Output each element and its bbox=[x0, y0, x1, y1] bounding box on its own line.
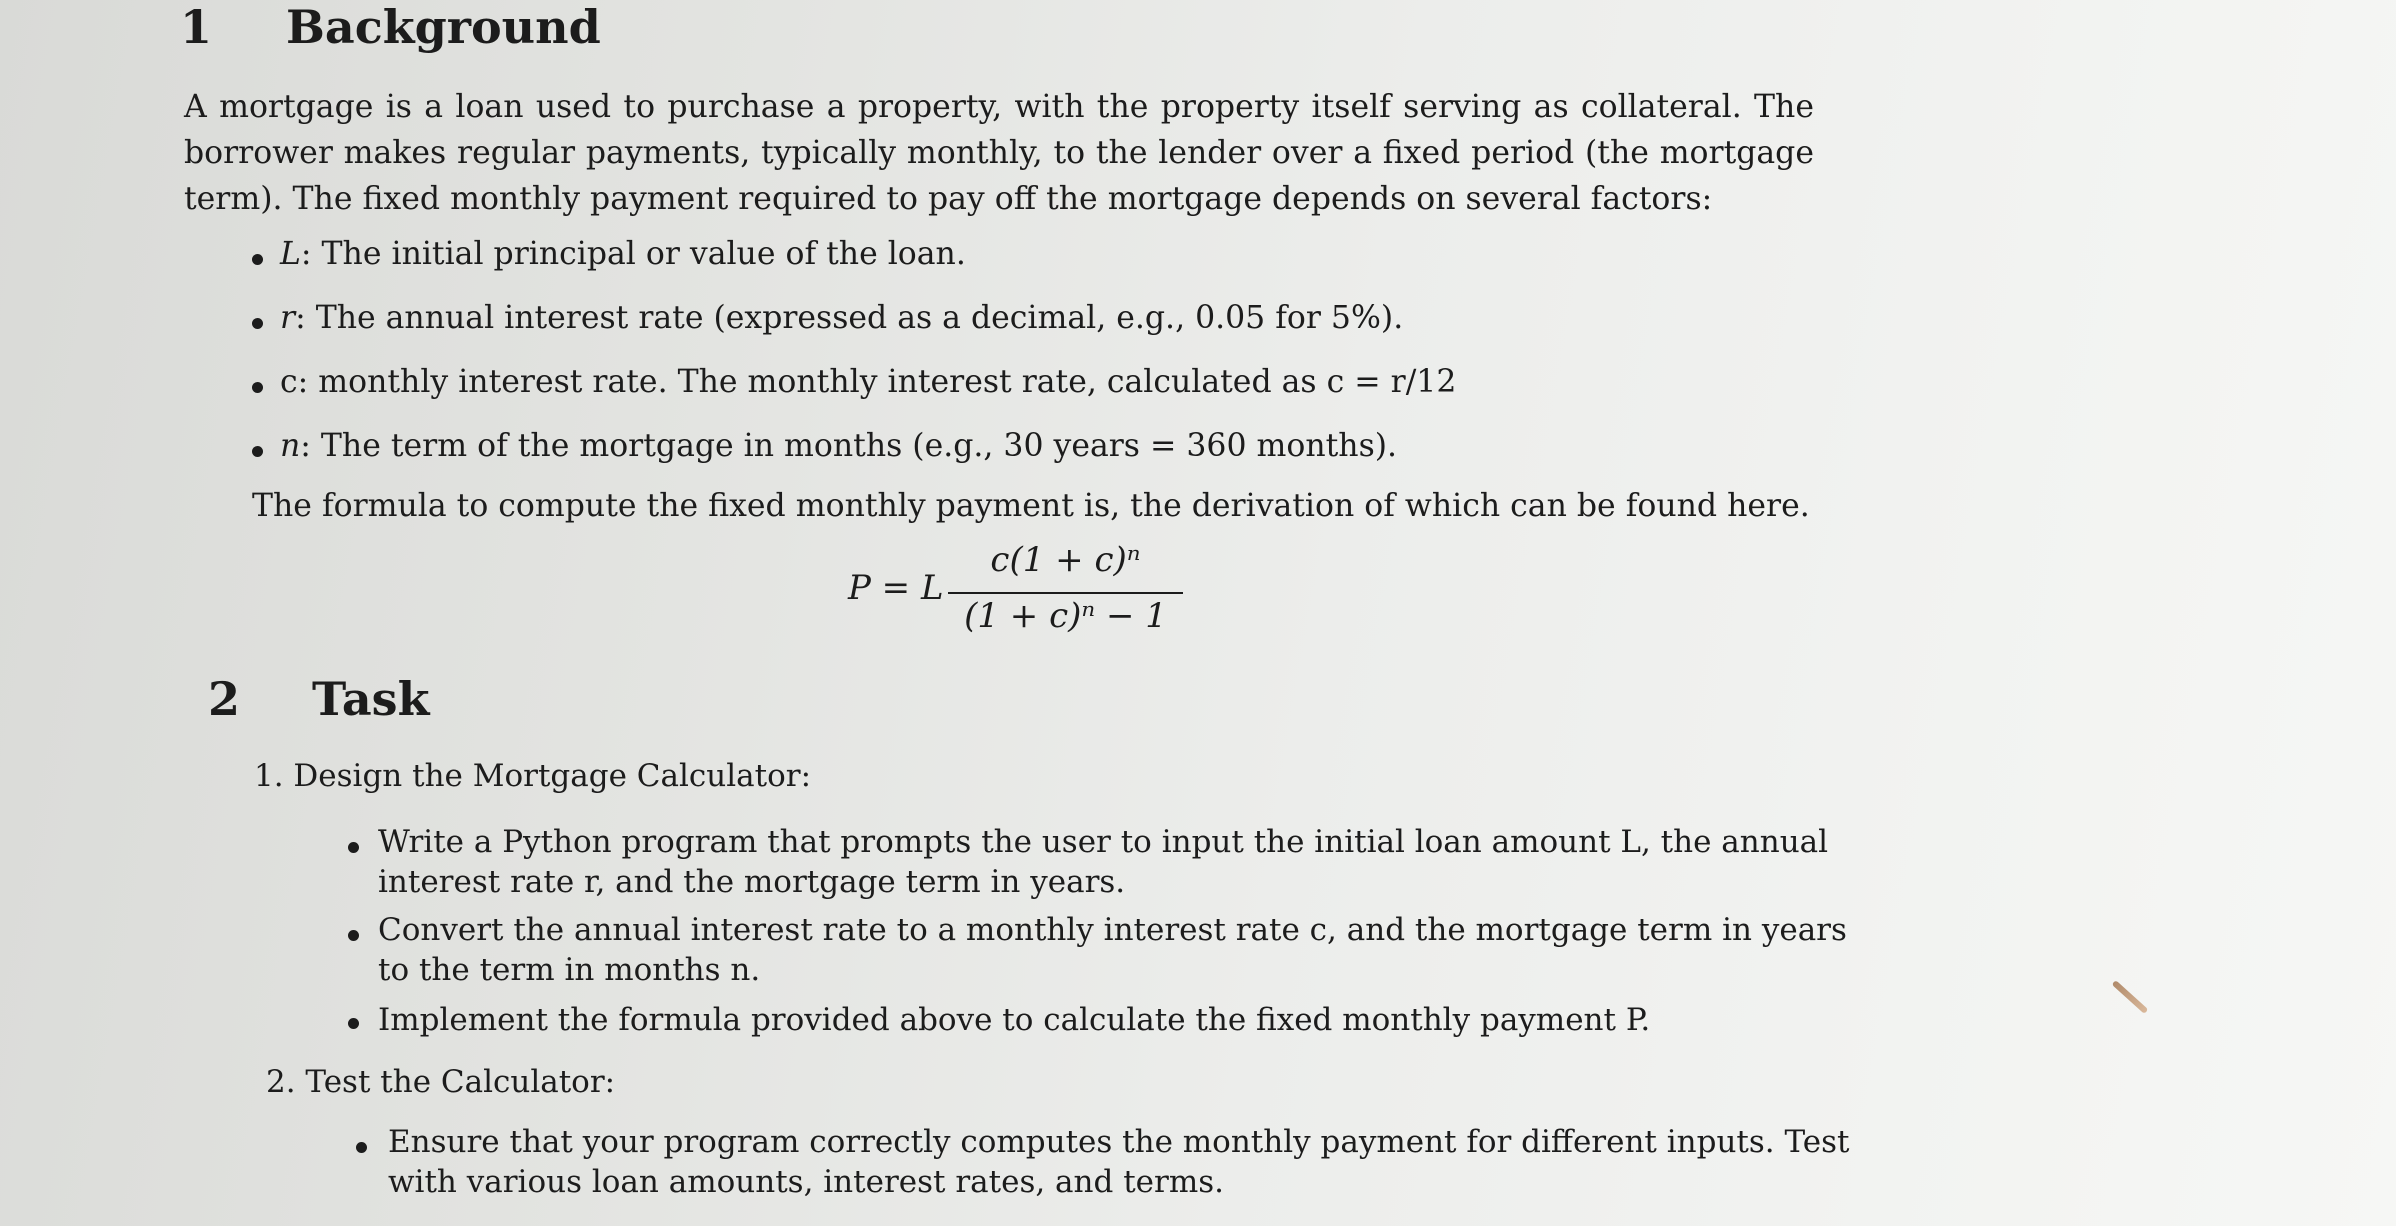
subitem-line: to the term in months n. bbox=[378, 952, 761, 988]
bullet-dot bbox=[348, 1018, 359, 1029]
subitem-line: Ensure that your program correctly computes the monthly payment for different inputs. Test bbox=[388, 1124, 1850, 1160]
formula-denominator: (1 + c)ⁿ − 1 bbox=[964, 596, 1167, 636]
intro-line: borrower makes regular payments, typically monthly, to the lender over a fixed period (the mortgage bbox=[184, 135, 1814, 171]
section-title: Background bbox=[286, 0, 601, 54]
factor-text: : monthly interest rate. The monthly interest rate, calculated as c = r/12 bbox=[297, 364, 1457, 400]
task-subitem bbox=[388, 1122, 1849, 1202]
fraction-bar bbox=[948, 592, 1183, 594]
task-item: 2. Test the Calculator: bbox=[266, 1064, 616, 1100]
task-subitem bbox=[378, 910, 1847, 990]
factor-item bbox=[280, 364, 1456, 400]
factor-text: : The term of the mortgage in months (e.g., 30 years = 360 months). bbox=[300, 428, 1398, 464]
task-subitem bbox=[378, 1000, 1650, 1040]
bullet-dot bbox=[348, 930, 359, 941]
pen-tip-mark bbox=[2112, 980, 2149, 1014]
bullet-dot bbox=[348, 842, 359, 853]
intro-line: A mortgage is a loan used to purchase a property, with the property itself serving as collateral. The bbox=[184, 89, 1814, 125]
formula-lhs: P = L bbox=[848, 568, 944, 608]
factor-text: : The initial principal or value of the loan. bbox=[300, 236, 966, 272]
subitem-line: with various loan amounts, interest rates, and terms. bbox=[388, 1164, 1224, 1200]
bullet-dot bbox=[252, 254, 263, 265]
section-heading-task bbox=[208, 672, 429, 726]
factor-symbol: L bbox=[280, 236, 301, 272]
bullet-dot bbox=[252, 446, 263, 457]
factor-symbol: c bbox=[280, 364, 298, 400]
task-subitem bbox=[378, 822, 1828, 902]
factor-symbol: r bbox=[280, 300, 296, 336]
subitem-line: interest rate r, and the mortgage term in years. bbox=[378, 864, 1126, 900]
section-heading-background bbox=[180, 0, 601, 54]
section-title: Task bbox=[312, 672, 430, 726]
factor-text: : The annual interest rate (expressed as a decimal, e.g., 0.05 for 5%). bbox=[295, 300, 1404, 336]
task-item: 1. Design the Mortgage Calculator: bbox=[254, 758, 812, 794]
section-number: 1 bbox=[180, 0, 213, 54]
bullet-dot bbox=[252, 318, 263, 329]
bullet-dot bbox=[252, 382, 263, 393]
formula-numerator: c(1 + c)ⁿ bbox=[990, 540, 1141, 580]
subitem-line: Convert the annual interest rate to a monthly interest rate c, and the mortgage term in years bbox=[378, 912, 1847, 948]
intro-paragraph bbox=[184, 84, 1814, 222]
bullet-dot bbox=[356, 1142, 367, 1153]
formula-intro: The formula to compute the fixed monthly payment is, the derivation of which can be found here. bbox=[252, 488, 1810, 524]
factor-item bbox=[280, 236, 966, 272]
subitem-line: Implement the formula provided above to calculate the fixed monthly payment P. bbox=[378, 1002, 1651, 1038]
subitem-line: Write a Python program that prompts the user to input the initial loan amount L, the annual bbox=[378, 824, 1829, 860]
section-number: 2 bbox=[208, 672, 241, 726]
factor-item bbox=[280, 428, 1397, 464]
factor-item bbox=[280, 300, 1403, 336]
factor-symbol: n bbox=[280, 428, 301, 464]
intro-line: term). The fixed monthly payment required to pay off the mortgage depends on several factors: bbox=[184, 181, 1713, 217]
